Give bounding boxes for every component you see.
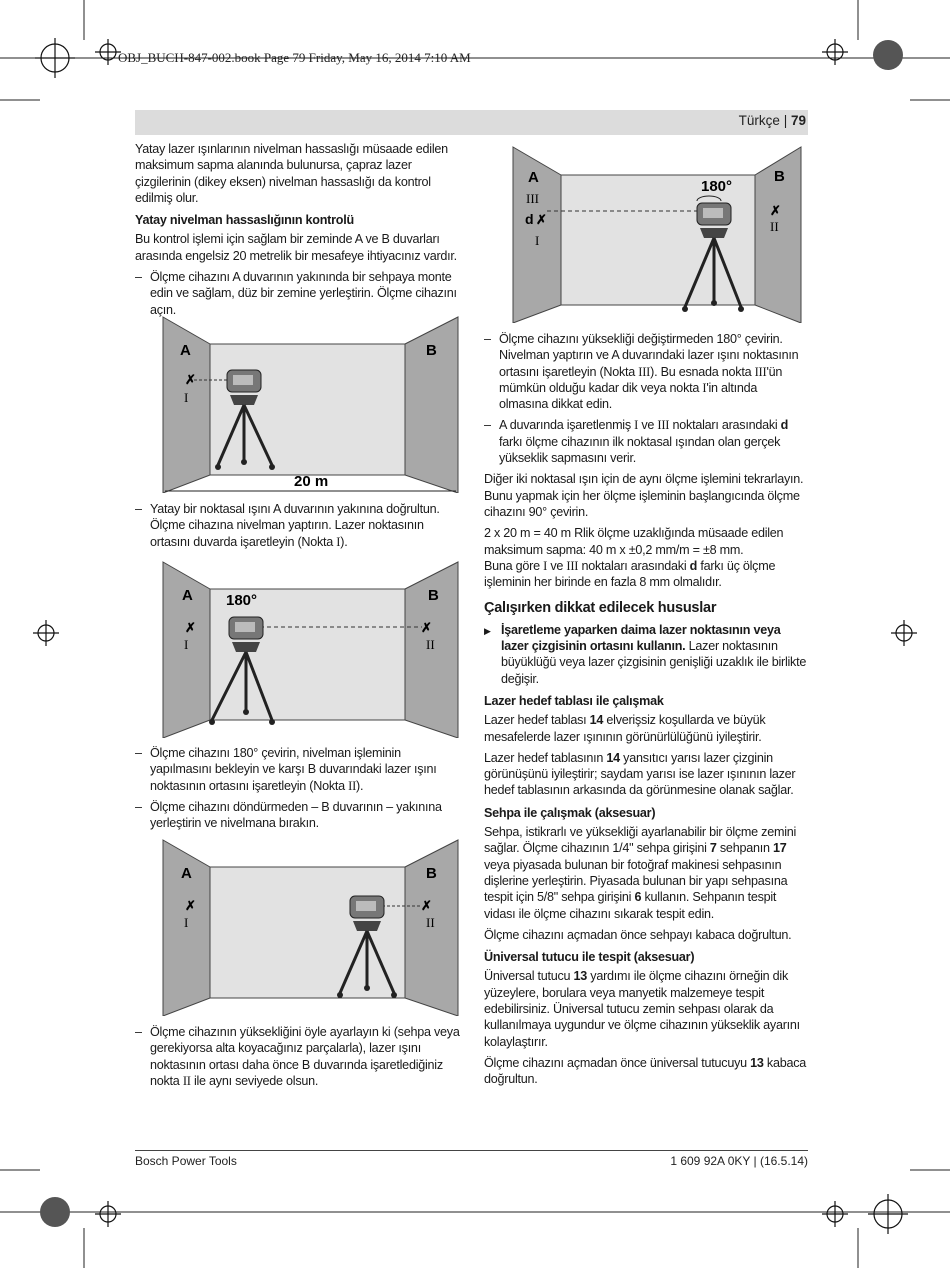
paragraph: Sehpa, istikrarlı ve yüksekliği ayarlanabilir bir ölçme zemini sağlar. Ölçme cihazının 1/4" sehpa girişini 7 sehpanın 17 veya piyasada bulunan bir fotoğraf makinesi sehpasının dişlerine yerleştirin. Piyasada bulunan bir yapı sehpasına tespit için 5/8" sehpa girişini 6 kullanın. Sehpanın tespit vidası ile ölçme cihazını sıkarak tespit edin.: [484, 825, 797, 921]
paragraph: Ölçme cihazını açmadan önce üniversal tutucuyu 13 kabaca doğrultun.: [484, 1055, 807, 1087]
mark-x-icon: ✗: [185, 372, 196, 387]
wall-b-label: B: [428, 587, 439, 604]
left-step-2: [135, 501, 461, 555]
footer-rule: [135, 1150, 808, 1151]
point-label: III: [526, 191, 539, 206]
step-item: – Yatay bir noktasal ışını A duvarının yakınına doğrultun. Ölçme cihazına nivelman yaptırın. Lazer noktasının ortasını duvarda işaretleyin (Nokta I).: [135, 501, 461, 550]
figure-4: [511, 145, 803, 323]
step-item: – A duvarında işaretlenmiş I ve III noktaları arasındaki d farkı ölçme cihazının ilk noktasal ışından olan gerçek yükseklik sapmasını verir.: [484, 417, 808, 466]
mark-x-icon: ✗: [421, 898, 432, 913]
left-column-top: [135, 141, 461, 323]
point-label: I: [184, 637, 189, 652]
rotation-label: 180°: [226, 592, 258, 609]
diff-label: d: [525, 211, 534, 227]
sub-heading: Sehpa ile çalışmak (aksesuar): [484, 805, 656, 820]
distance-label: 20 m: [294, 473, 329, 490]
footer-right: 1 609 92A 0KY | (16.5.14): [670, 1154, 808, 1168]
mark-x-icon: ✗: [185, 898, 196, 913]
paragraph: Lazer hedef tablasının 14 yansıtıcı yarısı lazer çizginin görünüşünü iyileştirir; saydam yarısı ise lazer ışınının lazer hedef tablasının arkasında da görünmesine olanak sağlar.: [484, 750, 796, 798]
point-label: II: [770, 219, 779, 234]
separator: |: [783, 113, 788, 128]
print-header: OBJ_BUCH-847-002.book Page 79 Friday, May 16, 2014 7:10 AM: [118, 50, 471, 65]
point-label: II: [426, 637, 435, 652]
section-heading: Çalışırken dikkat edilecek hususlar: [484, 600, 717, 617]
section-heading: Yatay nivelman hassaslığının kontrolü: [135, 213, 354, 228]
figure-3: [160, 838, 460, 1016]
wall-a-label: A: [528, 169, 539, 186]
sub-heading: Üniversal tutucu ile tespit (aksesuar): [484, 950, 695, 965]
mark-x-icon: ✗: [185, 620, 196, 635]
wall-a-label: A: [182, 587, 193, 604]
point-label: II: [426, 915, 435, 930]
wall-b-label: B: [426, 865, 437, 882]
point-label: I: [535, 233, 540, 248]
wall-b-label: B: [426, 342, 437, 359]
language-label: Türkçe: [738, 113, 780, 128]
step-item: – Ölçme cihazını yüksekliği değiştirmeden 180° çevirin. Nivelman yaptırın ve A duvarındaki lazer ışını noktasının ortasını işaretleyin (Nokta III). Bu esnada nokta III'ün mümkün olduğu kadar dik veya nokta I'in altında olmasına dikkat edin.: [484, 331, 808, 412]
footer-left: Bosch Power Tools: [135, 1154, 237, 1168]
paragraph: Ölçme cihazını açmadan önce sehpayı kabaca doğrultun.: [484, 927, 792, 942]
mark-x-icon: ✗: [421, 620, 432, 635]
rotation-label: 180°: [701, 178, 733, 195]
figure-2: [160, 560, 460, 738]
sub-heading: Lazer hedef tablası ile çalışmak: [484, 693, 664, 708]
wall-b-label: B: [774, 168, 785, 185]
wall-a-label: A: [180, 342, 191, 359]
point-label: I: [184, 915, 189, 930]
right-column: [484, 331, 808, 1092]
step-item: – Ölçme cihazını A duvarının yakınında bir sehpaya monte edin ve sağlam, düz bir zemine yerleştirin. Ölçme cihazını açın.: [135, 269, 461, 318]
paragraph: Diğer iki noktasal ışın için de aynı ölçme işlemini tekrarlayın. Bunu yapmak için her ölçme işleminin başlangıcında ölçme cihazını 90° çevirin.: [484, 472, 804, 519]
left-steps-3-4: [135, 745, 461, 836]
mark-x-icon: ✗: [536, 212, 547, 227]
page-label: [739, 113, 806, 128]
step-item: – Ölçme cihazının yüksekliğini öyle ayarlayın ki (sehpa veya gerekiyorsa alta koyacağınız parçalarla), lazer ışını noktasının ortası daha önce B duvarında işaretlediğiniz nokta II ile aynı seviyede olsun.: [135, 1024, 461, 1089]
bullet-item: ▶ İşaretleme yaparken daima lazer noktasının veya lazer çizgisinin ortasını kullanın. Lazer noktasının büyüklüğü veya lazer çizgisinin genişliği uzaklık ile birlikte değişir.: [484, 622, 808, 687]
paragraph: Üniversal tutucu 13 yardımı ile ölçme cihazını örneğin dik yüzeylere, borulara veya manyetik malzemeye tespit edebilirsiniz. Üniversal tutucu zemin sehpası olarak da kullanılmaya uygundur ve ölçme cihazının yükseklik ayarını kolaylaştırır.: [484, 969, 800, 1049]
step-item: – Ölçme cihazını döndürmeden – B duvarının – yakınına yerleştirin ve nivelmana bırakın.: [135, 799, 461, 832]
header-band: [135, 110, 808, 135]
paragraph: Bu kontrol işlemi için sağlam bir zeminde A ve B duvarları arasında engelsiz 20 metrelik bir mesafeye ihtiyacınız vardır.: [135, 232, 457, 263]
point-label: I: [184, 390, 189, 405]
wall-a-label: A: [181, 865, 192, 882]
left-step-5: [135, 1024, 461, 1094]
mark-x-icon: ✗: [770, 203, 781, 218]
paragraph: Yatay lazer ışınlarının nivelman hassaslığı müsaade edilen maksimum sapma alanında bulunursa, çapraz lazer çizgilerinin (dikey eksen) nivelman hassaslığı da kontrol edilmiş olur.: [135, 142, 448, 205]
page-number: 79: [790, 113, 806, 128]
paragraph: 2 x 20 m = 40 m Rlik ölçme uzaklığında müsaade edilen maksimum sapma: 40 m x ±0,2 mm/m = ±8 mm. Buna göre I ve III noktaları arasındaki d farkı üç ölçme işleminin her birinde en fazla 8 mm olmalıdır.: [484, 526, 784, 590]
step-item: – Ölçme cihazını 180° çevirin, nivelman işleminin yapılmasını bekleyin ve karşı B duvarındaki lazer ışını noktasının ortasını işaretleyin (Nokta II).: [135, 745, 461, 794]
figure-1: [160, 315, 460, 493]
paragraph: Lazer hedef tablası 14 elverişsiz koşullarda ve büyük mesafelerde lazer ışınının görünürlülüğünü iyileştirir.: [484, 713, 766, 744]
